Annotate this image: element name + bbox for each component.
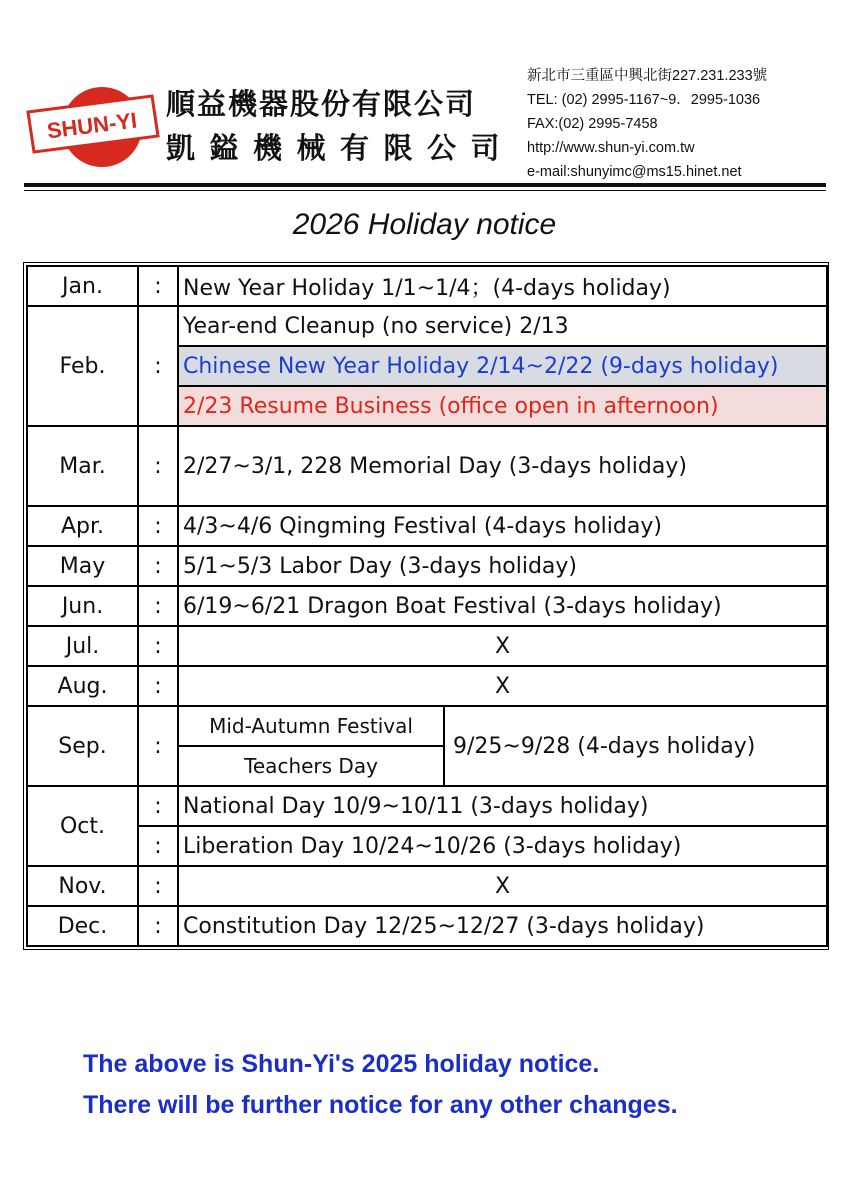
table-row [27, 586, 827, 626]
header-rule-thick [24, 183, 826, 187]
month-cell: Feb. [27, 306, 138, 426]
month-cell: Apr. [27, 506, 138, 546]
month-cell: Jun. [27, 586, 138, 626]
month-cell: Jan. [27, 266, 138, 306]
month-cell: Aug. [27, 666, 138, 706]
colon-cell: : [138, 586, 178, 626]
holiday-subname: Mid-Autumn Festival [178, 706, 444, 746]
holiday-subname: Teachers Day [178, 746, 444, 786]
address: 新北市三重區中興北街227.231.233號 [527, 68, 768, 84]
month-cell: Nov. [27, 866, 138, 906]
colon-cell: : [138, 266, 178, 306]
table-row [27, 546, 827, 586]
colon-cell: : [138, 826, 178, 866]
table-row [27, 626, 827, 666]
month-cell: Sep. [27, 706, 138, 786]
logo-text: SHUN-YI [45, 107, 139, 144]
company-name-1: 順益機器股份有限公司 [166, 87, 477, 121]
colon-cell: : [138, 786, 178, 826]
company-name-2: 凱鎰機械有限公司 [166, 131, 515, 165]
month-cell: Jul. [27, 626, 138, 666]
holiday-entry-alert: 2/23 Resume Business (office open in afternoon) [178, 386, 827, 426]
holiday-entry: Liberation Day 10/24~10/26 (3-days holiday) [178, 826, 827, 866]
colon-cell: : [138, 906, 178, 946]
table-row [27, 266, 827, 306]
holiday-table [26, 265, 828, 947]
month-cell: Dec. [27, 906, 138, 946]
colon-cell: : [138, 626, 178, 666]
colon-cell: : [138, 666, 178, 706]
no-holiday-mark: X [178, 866, 827, 906]
company-names [166, 82, 514, 170]
colon-cell: : [138, 306, 178, 426]
holiday-entry: 9/25~9/28 (4-days holiday) [444, 706, 827, 786]
holiday-entry: 6/19~6/21 Dragon Boat Festival (3-days holiday) [178, 586, 827, 626]
telephone: TEL: (02) 2995-1167~9．2995-1036 [527, 92, 761, 108]
holiday-entry: 4/3~4/6 Qingming Festival (4-days holiday) [178, 506, 827, 546]
no-holiday-mark: X [178, 666, 827, 706]
colon-cell: : [138, 426, 178, 506]
holiday-entry: Year-end Cleanup (no service) 2/13 [178, 306, 827, 346]
holiday-entry-highlight: Chinese New Year Holiday 2/14~2/22 (9-days holiday) [178, 346, 827, 386]
table-row [27, 866, 827, 906]
fax: FAX:(02) 2995-7458 [527, 116, 658, 132]
holiday-entry: Constitution Day 12/25~12/27 (3-days holiday) [178, 906, 827, 946]
month-cell: Oct. [27, 786, 138, 866]
colon-cell: : [138, 506, 178, 546]
header-rule-thin [24, 190, 826, 191]
shun-yi-logo [24, 84, 164, 170]
table-row [27, 826, 827, 866]
email-link[interactable]: e-mail:shunyimc@ms15.hinet.net [527, 164, 742, 180]
table-row [27, 506, 827, 546]
table-row [27, 666, 827, 706]
table-row [27, 706, 827, 746]
month-cell: Mar. [27, 426, 138, 506]
contact-block [527, 64, 767, 184]
holiday-entry: National Day 10/9~10/11 (3-days holiday) [178, 786, 827, 826]
no-holiday-mark: X [178, 626, 827, 666]
holiday-entry: 5/1~5/3 Labor Day (3-days holiday) [178, 546, 827, 586]
footer-line-1: The above is Shun-Yi's 2025 holiday notice. [83, 1050, 600, 1078]
holiday-table-frame [23, 262, 829, 950]
footer-note [83, 1044, 678, 1126]
colon-cell: : [138, 866, 178, 906]
holiday-entry: 2/27~3/1, 228 Memorial Day (3-days holiday) [178, 426, 827, 506]
website-link[interactable]: http://www.shun-yi.com.tw [527, 140, 695, 156]
table-row [27, 306, 827, 346]
month-cell: May [27, 546, 138, 586]
footer-line-2: There will be further notice for any other changes. [83, 1091, 678, 1119]
table-row [27, 786, 827, 826]
colon-cell: : [138, 706, 178, 786]
colon-cell: : [138, 546, 178, 586]
page-title: 2026 Holiday notice [292, 208, 557, 241]
table-row [27, 906, 827, 946]
holiday-entry: New Year Holiday 1/1~1/4；(4-days holiday) [178, 266, 827, 306]
